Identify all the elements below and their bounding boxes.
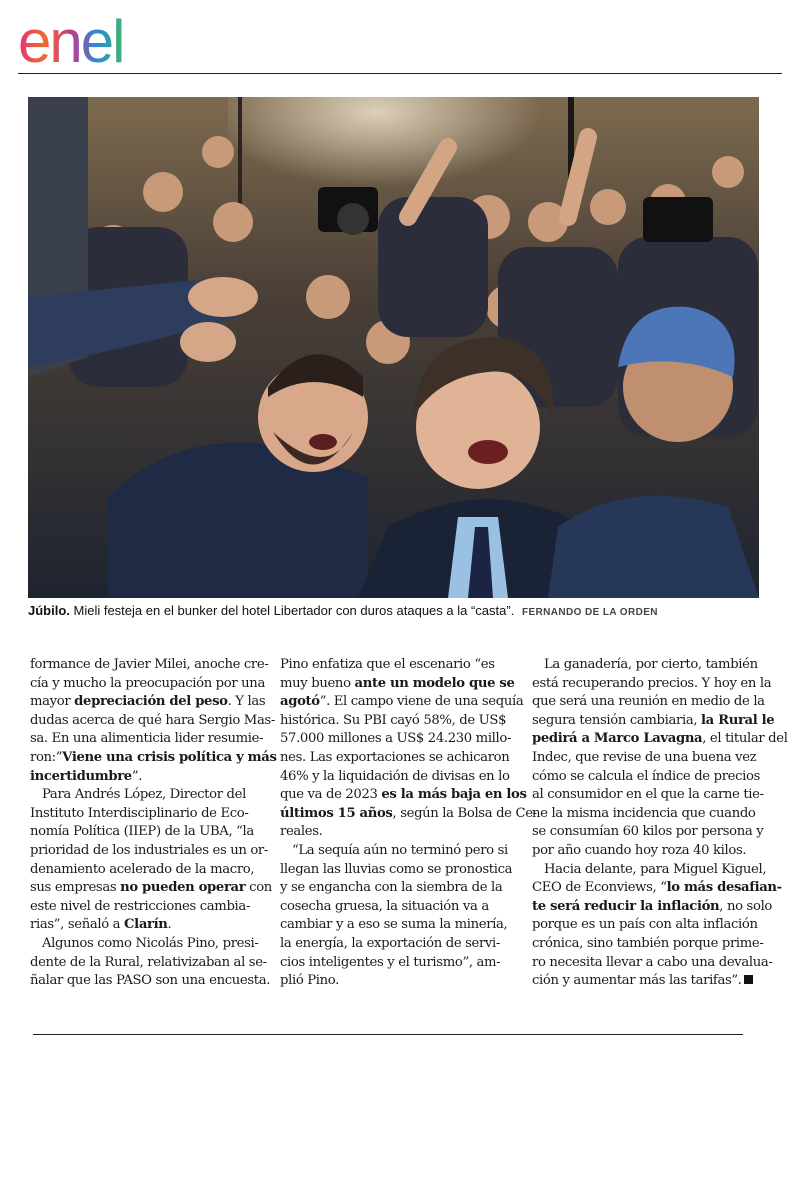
text-line: últimos 15 años, según la Bolsa de Ce- (280, 805, 537, 821)
text-line: denamiento acelerado de la macro, (30, 861, 255, 877)
text-line: plió Pino. (280, 973, 339, 989)
text-line: Indec, que revise de una buena vez (532, 749, 757, 765)
footer-divider (33, 1034, 743, 1035)
text-line: incertidumbre”. (30, 768, 143, 784)
text-line: crónica, sino también porque prime- (532, 935, 764, 951)
text-line: llegan las lluvias como se pronostica (280, 861, 513, 877)
text-line: por año cuando hoy roza 40 kilos. (532, 842, 747, 858)
header-divider (18, 73, 782, 74)
text-line: muy bueno ante un modelo que se (280, 675, 515, 691)
text-line: CEO de Econviews, “lo más desafian- (532, 880, 782, 896)
article-column-1 (30, 656, 277, 991)
text-line: Instituto Interdisciplinario de Eco- (30, 805, 249, 821)
text-line: cómo se calcula el índice de precios (532, 768, 761, 784)
text-line: pedirá a Marco Lavagna, el titular del (532, 731, 788, 747)
paragraph (532, 656, 788, 861)
text-line: sa. En una alimenticia lider resumie- (30, 731, 264, 747)
text-line: cía y mucho la preocupación por una (30, 675, 265, 691)
end-of-article-mark (744, 975, 753, 984)
text-line: ción y aumentar más las tarifas”. (532, 972, 762, 991)
crowd-photo-illustration (28, 97, 759, 598)
text-line: 46% y la liquidación de divisas en lo (280, 768, 510, 784)
text-line: prioridad de los industriales es un or- (30, 842, 268, 858)
text-line: que será una reunión en medio de la (532, 694, 765, 710)
text-line: al consumidor en el que la carne tie- (532, 787, 764, 803)
text-line: reales. (280, 824, 323, 840)
text-line: cosecha gruesa, la situación va a (280, 898, 489, 914)
article-column-2 (280, 656, 537, 991)
text-line: nomía Política (IIEP) de la UBA, “la (30, 824, 254, 840)
text-line: histórica. Su PBI cayó 58%, de US$ (280, 712, 507, 728)
photo-caption (28, 603, 768, 618)
text-line: Hacia delante, para Miguel Kiguel, (544, 861, 767, 877)
text-line: mayor depreciación del peso. Y las (30, 694, 266, 710)
text-line: dente de la Rural, relativizaban al se- (30, 954, 267, 970)
text-line: sus empresas no pueden operar con (30, 880, 272, 896)
text-line: se consumían 60 kilos por persona y (532, 824, 764, 840)
text-line: “La sequía aún no terminó pero si (292, 842, 508, 858)
text-line: cambiar y a eso se suma la minería, (280, 917, 508, 933)
text-line: segura tensión cambiaria, la Rural le (532, 712, 775, 728)
text-line: formance de Javier Milei, anoche cre- (30, 657, 269, 672)
enel-logo-graphic (18, 2, 183, 72)
text-line: porque es un país con alta inflación (532, 917, 758, 933)
text-line: dudas acerca de qué hara Sergio Mas- (30, 712, 276, 728)
text-line: ron:”Viene una crisis política y más (30, 749, 277, 765)
text-line: agotó”. El campo viene de una sequía (280, 694, 524, 710)
text-line: 57.000 millones a US$ 24.230 millo- (280, 731, 512, 747)
text-line: te será reducir la inflación, no solo (532, 898, 773, 914)
paragraph (280, 842, 513, 991)
text-line: está recuperando precios. Y hoy en la (532, 675, 772, 691)
logo-wordmark: enel (18, 8, 124, 72)
text-line: ñalar que las PASO son una encuesta. (30, 973, 271, 989)
text-line: Algunos como Nicolás Pino, presi- (42, 935, 259, 951)
text-line: ro necesita llevar a cabo una devalua- (532, 954, 773, 970)
text-line: ne la misma incidencia que cuando (532, 805, 756, 821)
text-line: nes. Las exportaciones se achicaron (280, 749, 510, 765)
text-line: rias”, señaló a Clarín. (30, 917, 172, 933)
caption-text: Mieli festeja en el bunker del hotel Libertador con duros ataques a la “casta”. (69, 603, 515, 618)
photo-credit: FERNANDO DE LA ORDEN (521, 607, 658, 618)
paragraph (30, 656, 277, 786)
enel-logo (18, 2, 183, 72)
text-line: y se engancha con la siembra de la (280, 880, 503, 896)
news-photo (28, 97, 759, 598)
text-line: la energía, la exportación de servi- (280, 935, 501, 951)
text-line: cios inteligentes y el turismo”, am- (280, 954, 501, 970)
text-line: Pino enfatiza que el escenario “es (280, 657, 495, 672)
text-line: este nivel de restricciones cambia- (30, 898, 251, 914)
paragraph (280, 656, 537, 842)
paragraph (30, 935, 271, 991)
text-line: La ganadería, por cierto, también (544, 657, 758, 672)
paragraph (30, 786, 272, 935)
paragraph (532, 861, 782, 991)
article-column-3 (532, 656, 788, 991)
text-line: Para Andrés López, Director del (42, 787, 246, 803)
caption-lead: Júbilo. (28, 603, 70, 618)
text-line: que va de 2023 es la más baja en los (280, 787, 527, 803)
